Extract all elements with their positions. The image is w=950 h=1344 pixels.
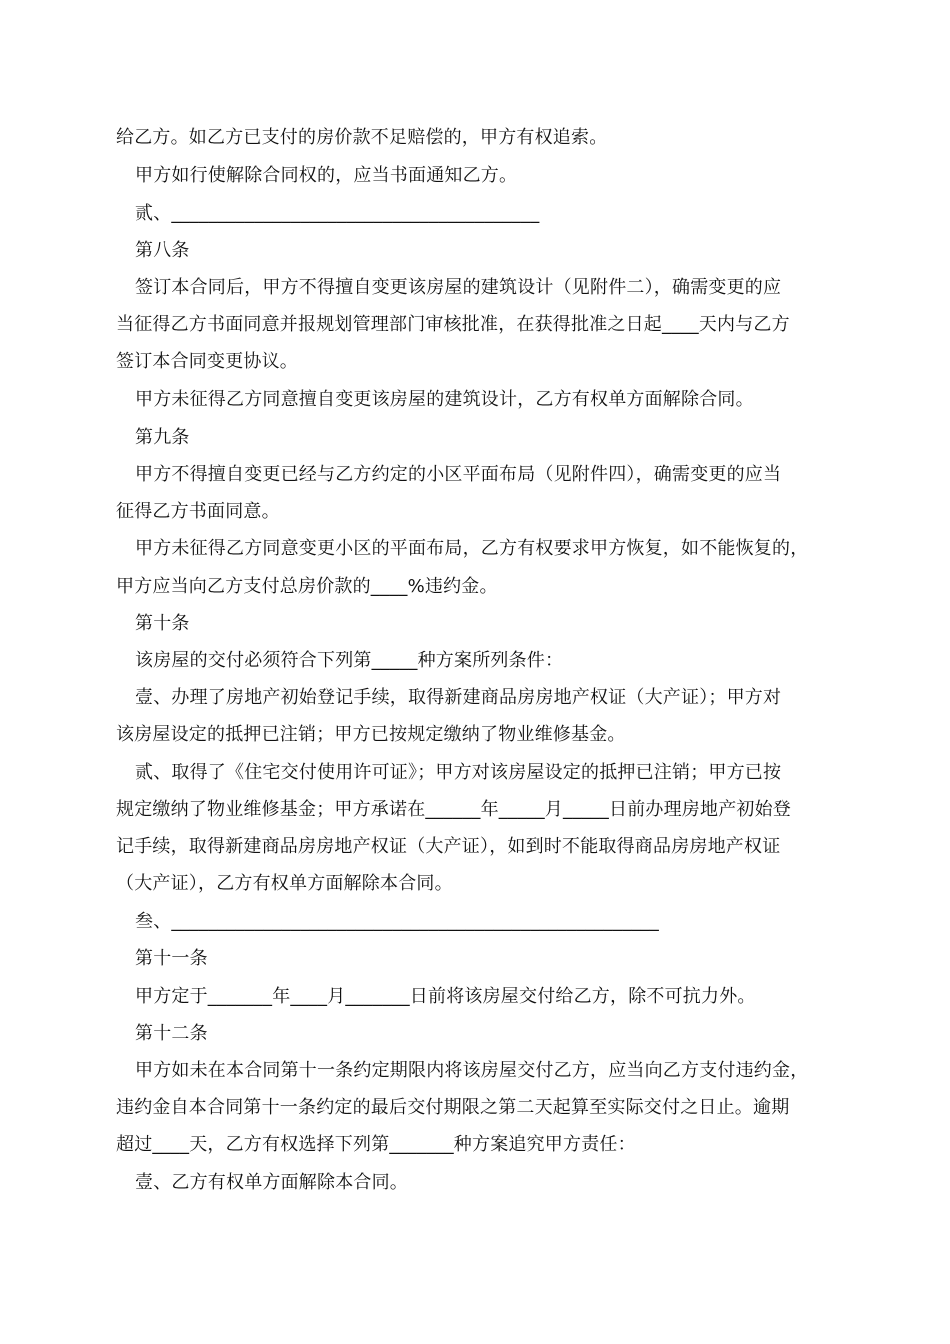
article-heading: 第十条 (135, 613, 190, 634)
text-line: 签订本合同变更协议。 (116, 351, 298, 372)
text-line: 甲方不得擅自变更已经与乙方约定的小区平面布局（见附件四），确需变更的应当 (135, 464, 782, 485)
text-line: （大产证），乙方有权单方面解除本合同。 (116, 873, 453, 894)
text-line: 甲方如行使解除合同权的，应当书面通知乙方。 (135, 165, 518, 186)
text-line: 叁、_____________________________________________________ (135, 911, 659, 932)
text-line: 贰、________________________________________ (135, 203, 540, 224)
text-line: 甲方应当向乙方支付总房价款的____%违约金。 (116, 576, 498, 597)
article-heading: 第九条 (135, 427, 190, 448)
text-line: 甲方定于_______年____月_______日前将该房屋交付给乙方，除不可抗力外。 (135, 986, 756, 1007)
text-line: 该房屋设定的抵押已注销；甲方已按规定缴纳了物业维修基金。 (116, 724, 626, 745)
text-line: 当征得乙方书面同意并报规划管理部门审核批准，在获得批准之日起____天内与乙方 (116, 314, 790, 335)
text-line: 甲方未征得乙方同意变更小区的平面布局，乙方有权要求甲方恢复，如不能恢复的， (135, 538, 809, 559)
text-line: 签订本合同后，甲方不得擅自变更该房屋的建筑设计（见附件二），确需变更的应 (135, 277, 782, 298)
text-line: 规定缴纳了物业维修基金；甲方承诺在______年_____月_____日前办理房地产初始登 (116, 799, 791, 820)
text-line: 该房屋的交付必须符合下列第_____种方案所列条件： (135, 650, 564, 671)
text-line: 征得乙方书面同意。 (116, 501, 280, 522)
article-heading: 第十二条 (135, 1023, 208, 1044)
text-line: 违约金自本合同第十一条约定的最后交付期限之第二天起算至实际交付之日止。逾期 (116, 1097, 790, 1118)
text-line: 壹、乙方有权单方面解除本合同。 (135, 1172, 408, 1193)
article-heading: 第八条 (135, 240, 190, 261)
text-line: 壹、办理了房地产初始登记手续，取得新建商品房房地产权证（大产证）；甲方对 (135, 687, 782, 708)
text-line: 超过____天，乙方有权选择下列第_______种方案追究甲方责任： (116, 1134, 636, 1155)
text-line: 贰、取得了《住宅交付使用许可证》；甲方对该房屋设定的抵押已注销；甲方已按 (135, 762, 782, 783)
text-line: 给乙方。如乙方已支付的房价款不足赔偿的，甲方有权追索。 (116, 127, 608, 148)
text-line: 甲方未征得乙方同意擅自变更该房屋的建筑设计，乙方有权单方面解除合同。 (135, 389, 754, 410)
article-heading: 第十一条 (135, 948, 208, 969)
text-line: 甲方如未在本合同第十一条约定期限内将该房屋交付乙方，应当向乙方支付违约金， (135, 1060, 809, 1081)
text-line: 记手续，取得新建商品房房地产权证（大产证），如到时不能取得商品房房地产权证 (116, 836, 781, 857)
